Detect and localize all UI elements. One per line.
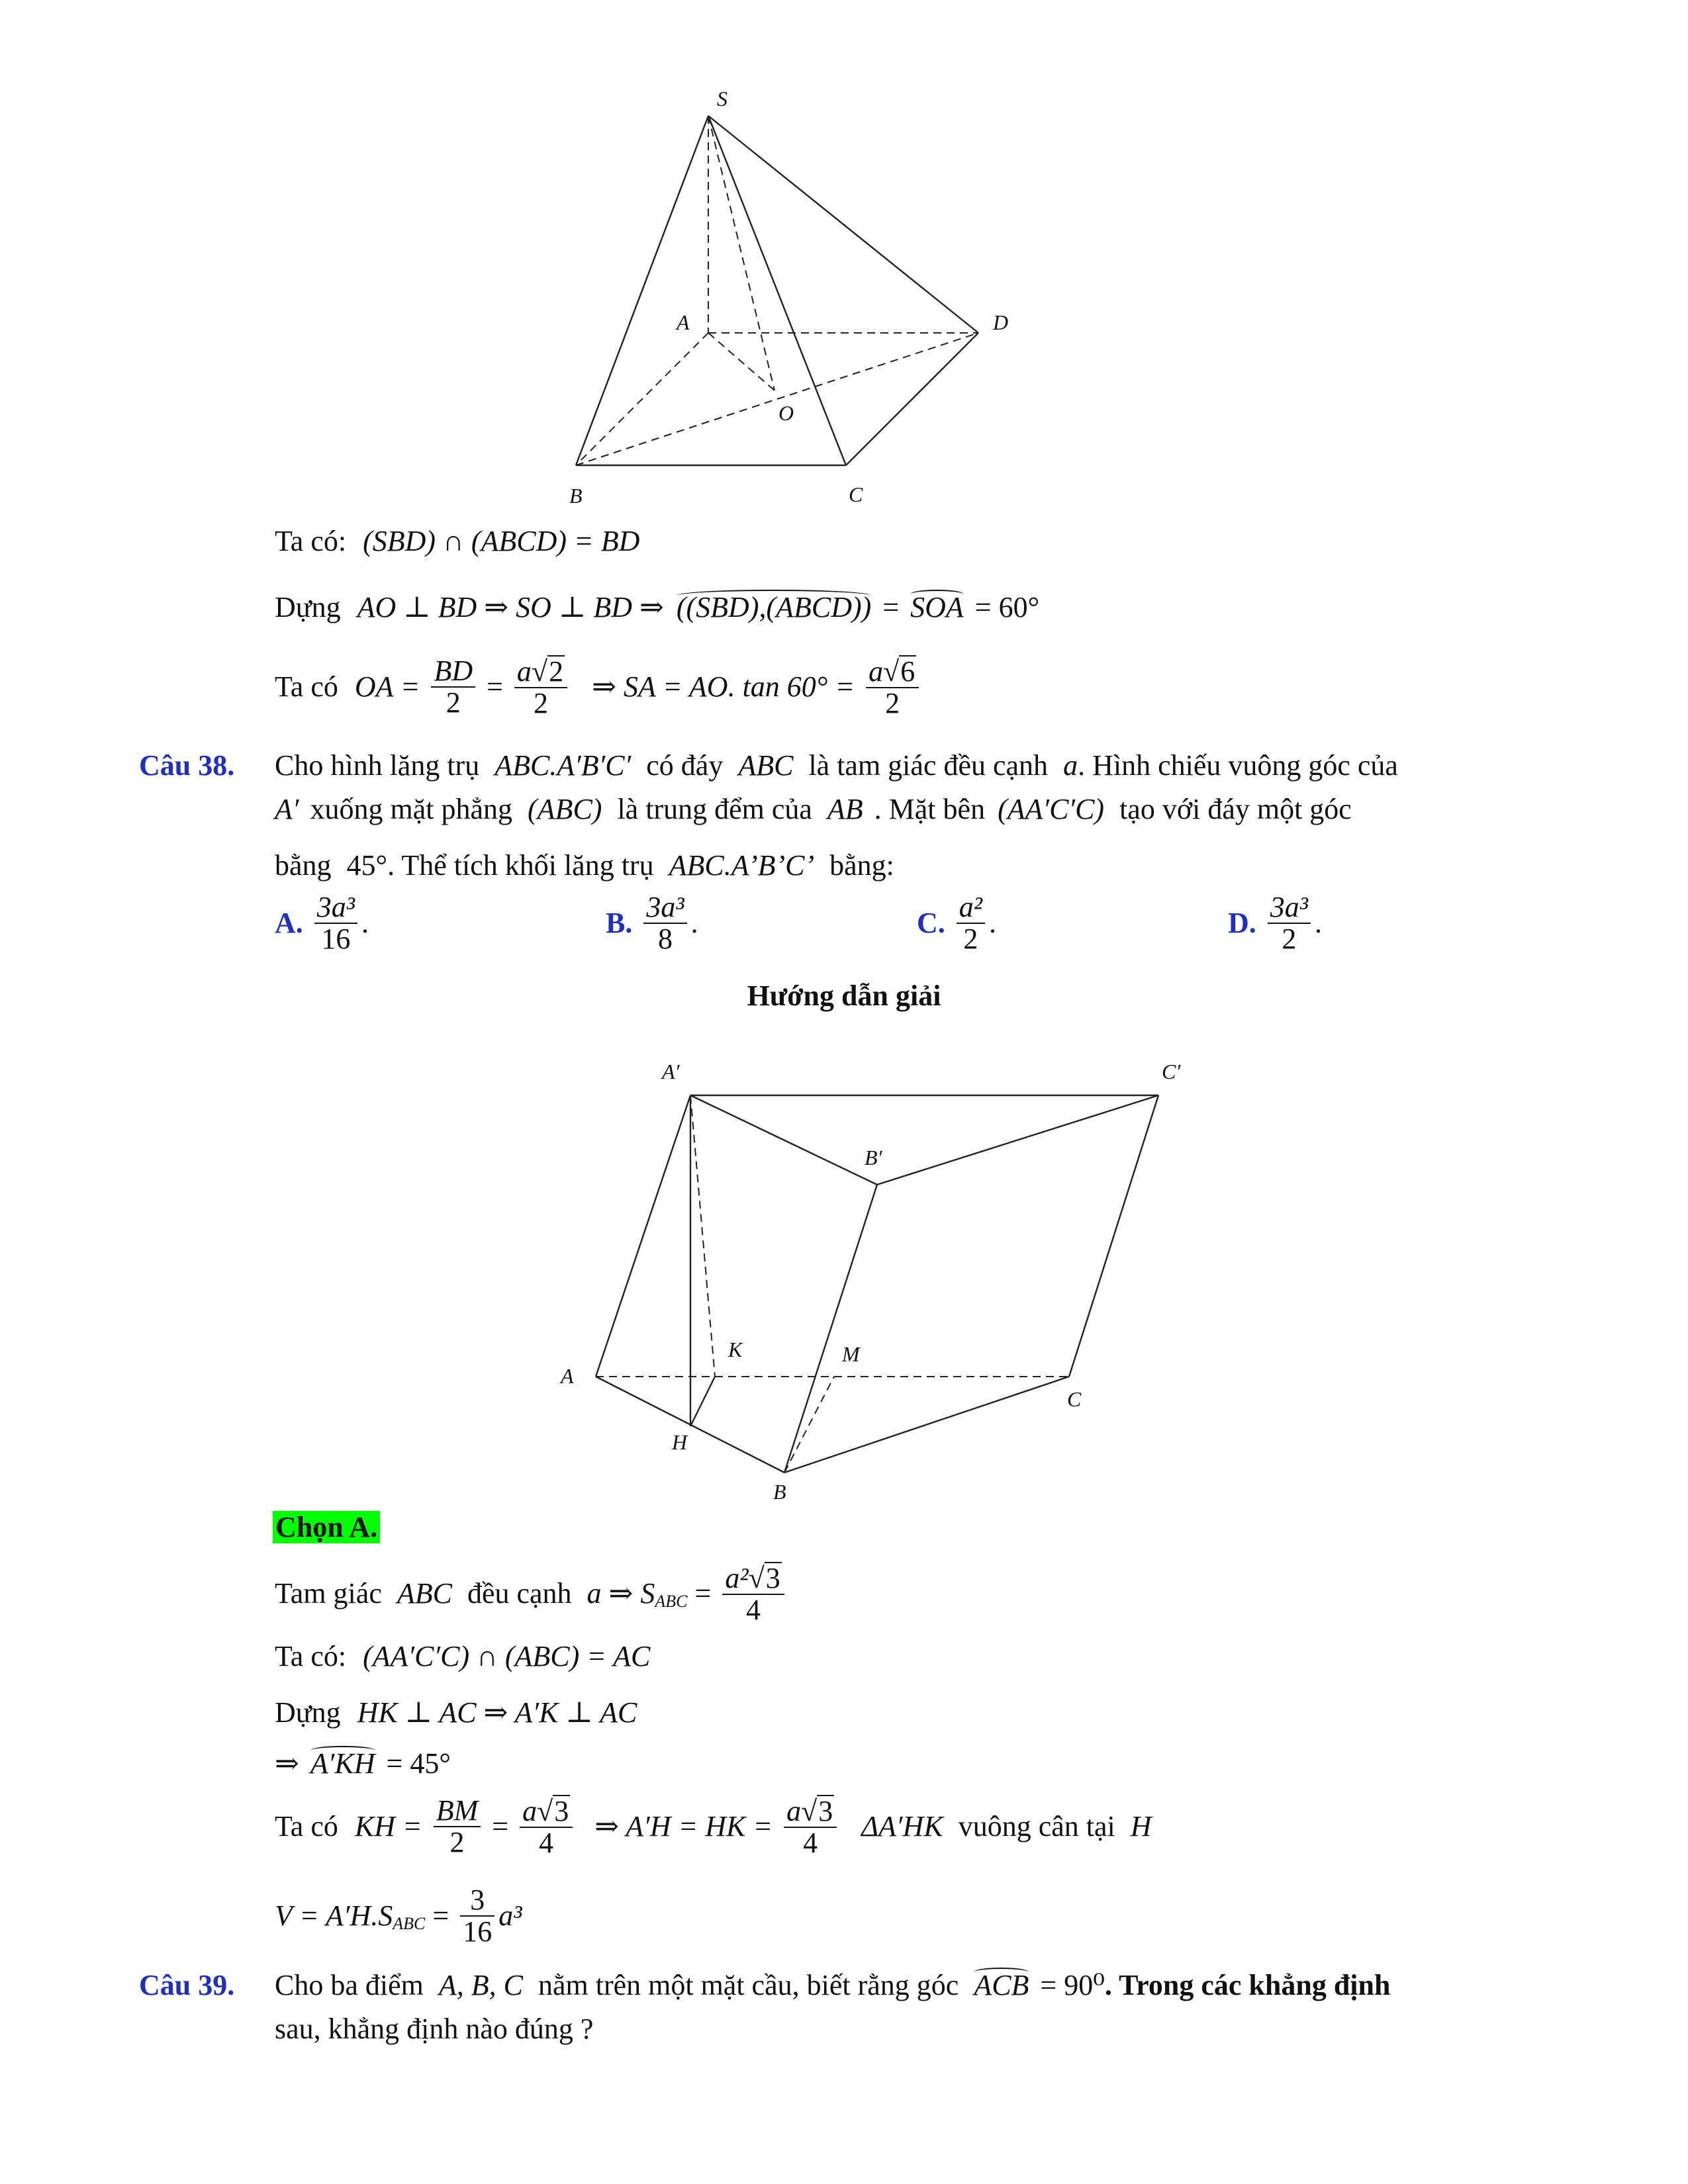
text: Cho hình lăng trụ [275, 749, 480, 782]
subscript: ABC [393, 1914, 426, 1934]
text: . Hình chiếu vuông góc của [1078, 749, 1398, 782]
vertex-label-a-prime: A′ [662, 1060, 680, 1083]
text: . [988, 907, 996, 940]
denominator: 2 [885, 687, 900, 720]
math: = 60° [974, 591, 1040, 623]
q39-line-1 [275, 1969, 1390, 2003]
math: a [1063, 749, 1078, 782]
option-label: A. [275, 907, 303, 940]
sol38-line-5 [275, 1795, 1152, 1858]
fraction [314, 892, 357, 954]
choice-badge [273, 1511, 380, 1545]
text: Cho ba điểm [275, 1969, 424, 2001]
math: ⇒ SA = AO. tan 60° = [592, 670, 855, 704]
fraction [866, 655, 919, 719]
math: (ABC) [528, 793, 602, 825]
fraction [643, 892, 686, 954]
math: = [487, 670, 503, 704]
text: . Mặt bên [874, 793, 986, 825]
pyramid-figure [0, 0, 1688, 529]
radicand: 6 [900, 655, 915, 688]
text: Ta có [275, 1810, 338, 1843]
vertex-label-a: A [677, 310, 690, 334]
text: . [361, 907, 369, 940]
sol37-line-2 [275, 591, 1039, 625]
numerator: a² [957, 892, 985, 924]
option-c[interactable] [917, 892, 996, 954]
numerator: 3a³ [314, 892, 357, 924]
numerator: 3 [460, 1885, 494, 1917]
fraction [784, 1795, 837, 1858]
text: Ta có: [275, 525, 347, 557]
math: KH = [354, 1810, 422, 1843]
text: Ta có: [275, 1640, 347, 1672]
denominator: 2 [445, 686, 461, 719]
denominator: 8 [657, 923, 673, 956]
numerator: a√2 [514, 655, 567, 688]
numerator: a√3 [520, 1795, 573, 1828]
math: A′ [275, 793, 299, 825]
text: Dựng [275, 1696, 341, 1729]
q39-line-2 [275, 2013, 593, 2046]
text: nằm trên một mặt cầu, biết rằng góc [538, 1969, 959, 2001]
fraction [514, 655, 567, 719]
option-label: C. [917, 907, 945, 940]
text: Tam giác [275, 1577, 382, 1610]
math: ABC.A′B′C′ [494, 749, 632, 782]
math: ABC.A’B’C’ [669, 849, 815, 882]
answer-choice: Chọn A. [273, 1511, 380, 1543]
vertex-label-s: S [717, 87, 727, 111]
vertex-label-b: B [773, 1480, 786, 1504]
math: = [432, 1899, 449, 1933]
math: ⇒ A′H = HK = [594, 1810, 773, 1843]
math: OA = [354, 670, 420, 704]
sol38-line-6 [275, 1885, 522, 1947]
math: = [694, 1577, 712, 1610]
math: A, B, C [438, 1969, 523, 2001]
denominator: 2 [449, 1826, 465, 1859]
text: . [1314, 907, 1322, 940]
text: Dựng [275, 591, 341, 623]
math: = [492, 1810, 509, 1843]
text: bằng [275, 849, 332, 882]
guide-title: Hướng dẫn giải [747, 979, 941, 1012]
question-number: Câu 38. [139, 749, 235, 782]
denominator: 2 [963, 923, 978, 956]
math: = 45° [386, 1747, 451, 1780]
fraction [1268, 892, 1311, 954]
numerator: BD [431, 656, 475, 688]
sol38-line-1 [275, 1562, 788, 1625]
numerator: 3a³ [643, 892, 686, 924]
fraction [957, 892, 985, 954]
sol38-line-4 [275, 1747, 451, 1781]
angle-acb: ACB [974, 1969, 1029, 2001]
text: . [690, 907, 698, 940]
option-a[interactable] [275, 892, 369, 954]
text: sau, khẳng định nào đúng ? [275, 2013, 594, 2045]
text: tạo với đáy một góc [1119, 793, 1352, 825]
math: AO ⊥ BD ⇒ SO ⊥ BD ⇒ [357, 591, 664, 623]
math: AB [827, 793, 863, 825]
text: có đáy [646, 749, 724, 782]
math: H [1130, 1810, 1152, 1843]
denominator: 4 [539, 1827, 554, 1860]
denominator: 16 [463, 1915, 492, 1948]
denominator: 4 [746, 1594, 761, 1627]
option-b[interactable] [606, 892, 698, 954]
vertex-label-o: O [778, 401, 794, 425]
math: ⇒ [275, 1747, 299, 1780]
vertex-label-h: H [672, 1430, 688, 1454]
math: HK ⊥ AC ⇒ A′K ⊥ AC [357, 1696, 637, 1729]
vertex-label-c: C [1067, 1387, 1082, 1411]
sol37-line-1 [275, 525, 639, 559]
radicand: 3 [818, 1795, 833, 1827]
math: 45° [346, 849, 388, 882]
var: a² [725, 1562, 749, 1594]
math: V = A′H.S [275, 1899, 393, 1933]
text: là trung đểm của [617, 793, 812, 825]
denominator: 2 [1282, 923, 1297, 956]
vertex-label-c-prime: C′ [1162, 1060, 1181, 1083]
fraction [434, 1796, 481, 1858]
text: Ta có [275, 670, 338, 704]
numerator: BM [434, 1796, 481, 1827]
numerator: a√6 [866, 655, 919, 688]
angle-between-planes: ((SBD),(ABCD)) [676, 591, 872, 623]
numerator: a√3 [784, 1795, 837, 1828]
denominator: 4 [803, 1827, 818, 1860]
vertex-label-k: K [728, 1338, 743, 1361]
option-label: B. [606, 907, 633, 940]
radicand: 2 [549, 655, 564, 688]
var: a [786, 1795, 802, 1827]
text: . Thể tích khối lăng trụ [387, 849, 654, 882]
math: a ⇒ S [586, 1577, 655, 1610]
q38-line-2 [275, 793, 1352, 827]
text: xuống mặt phẳng [310, 793, 513, 825]
math: (SBD) ∩ (ABCD) = BD [363, 525, 640, 557]
angle-soa: SOA [910, 591, 964, 623]
sol38-line-2 [275, 1640, 650, 1674]
var: a [868, 655, 884, 688]
fraction [460, 1885, 494, 1947]
vertex-label-b-prime: B′ [865, 1146, 882, 1169]
vertex-label-b: B [569, 484, 583, 508]
fraction [431, 656, 475, 718]
math: ΔA′HK [861, 1810, 943, 1843]
numerator: a²√3 [722, 1562, 784, 1595]
question-number: Câu 39. [139, 1969, 235, 2001]
radicand: 3 [554, 1795, 569, 1827]
text: bằng: [829, 849, 894, 882]
denominator: 16 [321, 923, 351, 956]
radicand: 3 [765, 1562, 780, 1594]
vertex-label-m: M [842, 1342, 860, 1366]
fraction [722, 1562, 784, 1625]
math: ABC [397, 1577, 452, 1610]
q38-line-3 [275, 849, 894, 883]
text: là tam giác đều cạnh [808, 749, 1049, 782]
math: (AA′C′C) [998, 793, 1105, 825]
text: vuông cân tại [958, 1810, 1115, 1843]
fraction [520, 1795, 573, 1858]
numerator: 3a³ [1268, 892, 1311, 924]
math: = 90⁰ [1040, 1969, 1105, 2001]
math: (AA′C′C) ∩ (ABC) = AC [363, 1640, 651, 1672]
sol37-line-3 [275, 655, 923, 719]
math: = [882, 591, 900, 623]
text: đều cạnh [467, 1577, 572, 1610]
math: a³ [498, 1899, 522, 1933]
option-d[interactable] [1228, 892, 1322, 954]
var: a [522, 1795, 538, 1827]
var: a [516, 655, 532, 688]
text: . Trong các khẳng định [1104, 1969, 1391, 2001]
subscript: ABC [655, 1592, 688, 1612]
prism-figure [0, 1039, 1688, 1516]
option-label: D. [1228, 907, 1256, 940]
vertex-label-d: D [993, 310, 1009, 334]
vertex-label-c: C [849, 482, 863, 506]
denominator: 2 [534, 687, 548, 720]
sol38-line-3 [275, 1696, 637, 1730]
math: ABC [738, 749, 794, 782]
q38-line-1 [275, 749, 1398, 783]
vertex-label-a: A [561, 1364, 574, 1388]
angle-akh: A′KH [310, 1747, 375, 1780]
